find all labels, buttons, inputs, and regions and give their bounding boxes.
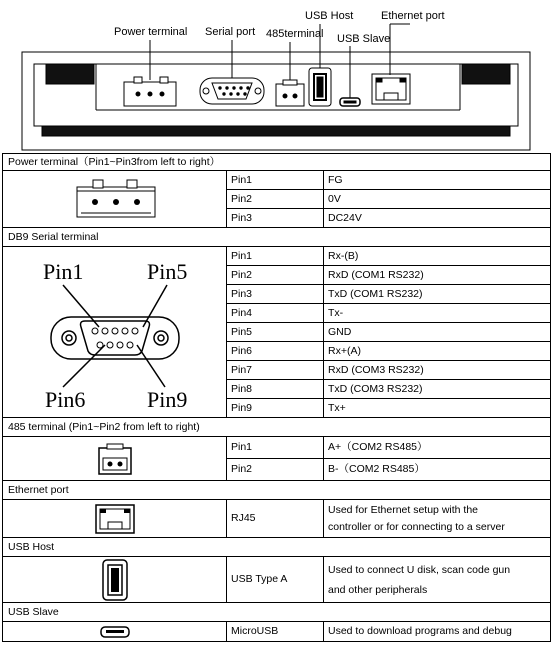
pin-cell: Pin9 [227, 399, 324, 418]
usb-host-image-cell [3, 557, 227, 603]
desc-cell: RxD (COM3 RS232) [324, 361, 551, 380]
desc-cell: Rx+(A) [324, 342, 551, 361]
power-terminal-icon [124, 77, 176, 106]
device-panel-drawing [0, 0, 552, 153]
usb-host-label: USB Host [305, 10, 354, 22]
device-bottom-view [0, 0, 552, 153]
section-header-ethernet [3, 481, 551, 500]
pin5-label: Pin5 [146, 259, 187, 284]
pinout-table [2, 153, 551, 642]
section-heading: USB Slave [3, 603, 551, 622]
pin-cell: Pin1 [227, 247, 324, 266]
pin-cell: Pin8 [227, 380, 324, 399]
pin6-label: Pin6 [44, 387, 85, 412]
section-header-485 [3, 418, 551, 437]
table-row [3, 500, 551, 538]
table-row [3, 247, 551, 266]
db9-port-icon [200, 78, 264, 104]
desc-cell: DC24V [324, 209, 551, 228]
desc-cell: A+（COM2 RS485） [324, 437, 551, 459]
terminal-485-icon [85, 440, 145, 478]
ethernet-port-icon [90, 502, 140, 536]
desc-cell: Tx- [324, 304, 551, 323]
desc-cell: RxD (COM1 RS232) [324, 266, 551, 285]
terminal-485-label: 485terminal [266, 28, 324, 40]
power-terminal-label: Power terminal [114, 26, 188, 38]
section-heading: 485 terminal (Pin1~Pin2 from left to right) [3, 418, 551, 437]
serial-port-label: Serial port [205, 26, 256, 38]
desc-cell: TxD (COM3 RS232) [324, 380, 551, 399]
type-cell: USB Type A [227, 557, 324, 603]
table-row [3, 622, 551, 642]
pin-cell: Pin3 [227, 209, 324, 228]
ethernet-port-icon [372, 74, 410, 104]
db9-connector-diagram [5, 247, 225, 417]
pin-cell: Pin6 [227, 342, 324, 361]
section-heading: DB9 Serial terminal [3, 228, 551, 247]
pin-cell: Pin4 [227, 304, 324, 323]
power-terminal-icon [65, 177, 165, 221]
usb-slave-port-icon [340, 98, 360, 106]
table-row [3, 171, 551, 190]
db9-image-cell [3, 247, 227, 418]
usb-slave-port-icon [95, 624, 135, 640]
desc-cell: Tx+ [324, 399, 551, 418]
pin-cell: Pin2 [227, 266, 324, 285]
desc-cell: TxD (COM1 RS232) [324, 285, 551, 304]
terminal-485-image-cell [3, 437, 227, 481]
pin-cell: Pin7 [227, 361, 324, 380]
ethernet-port-label: Ethernet port [381, 10, 445, 22]
pin-cell: Pin5 [227, 323, 324, 342]
pin-cell: Pin2 [227, 190, 324, 209]
desc-line: Used for Ethernet setup with the [328, 503, 478, 516]
section-header-db9 [3, 228, 551, 247]
power-terminal-image-cell [3, 171, 227, 228]
desc-line: Used to connect U disk, scan code gun [328, 563, 511, 576]
type-cell: RJ45 [227, 500, 324, 538]
pin-cell: Pin1 [227, 171, 324, 190]
usb-slave-label: USB Slave [337, 33, 391, 45]
desc-cell: Rx-(B) [324, 247, 551, 266]
pin-cell: Pin3 [227, 285, 324, 304]
desc-cell: 0V [324, 190, 551, 209]
desc-cell: B-（COM2 RS485） [324, 459, 551, 481]
pin-cell: Pin1 [227, 437, 324, 459]
desc-cell: Used to download programs and debug [324, 622, 551, 642]
table-row [3, 437, 551, 459]
usb-host-port-icon [98, 558, 132, 602]
section-header-usb-host [3, 538, 551, 557]
pin9-label: Pin9 [146, 387, 187, 412]
table-row [3, 557, 551, 603]
desc-line: and other peripherals [328, 583, 428, 596]
desc-line: controller or for connecting to a server [328, 520, 505, 533]
pin1-label: Pin1 [42, 259, 83, 284]
section-header-power [3, 154, 551, 171]
terminal-485-icon [276, 80, 304, 106]
desc-cell [324, 557, 551, 603]
section-heading: Power terminal（Pin1~Pin3from left to right） [3, 154, 551, 171]
type-cell: MicroUSB [227, 622, 324, 642]
desc-cell [324, 500, 551, 538]
desc-cell: FG [324, 171, 551, 190]
section-heading: USB Host [3, 538, 551, 557]
usb-slave-image-cell [3, 622, 227, 642]
pin-cell: Pin2 [227, 459, 324, 481]
ethernet-image-cell [3, 500, 227, 538]
desc-cell: GND [324, 323, 551, 342]
usb-host-port-icon [309, 68, 331, 106]
section-header-usb-slave [3, 603, 551, 622]
section-heading: Ethernet port [3, 481, 551, 500]
